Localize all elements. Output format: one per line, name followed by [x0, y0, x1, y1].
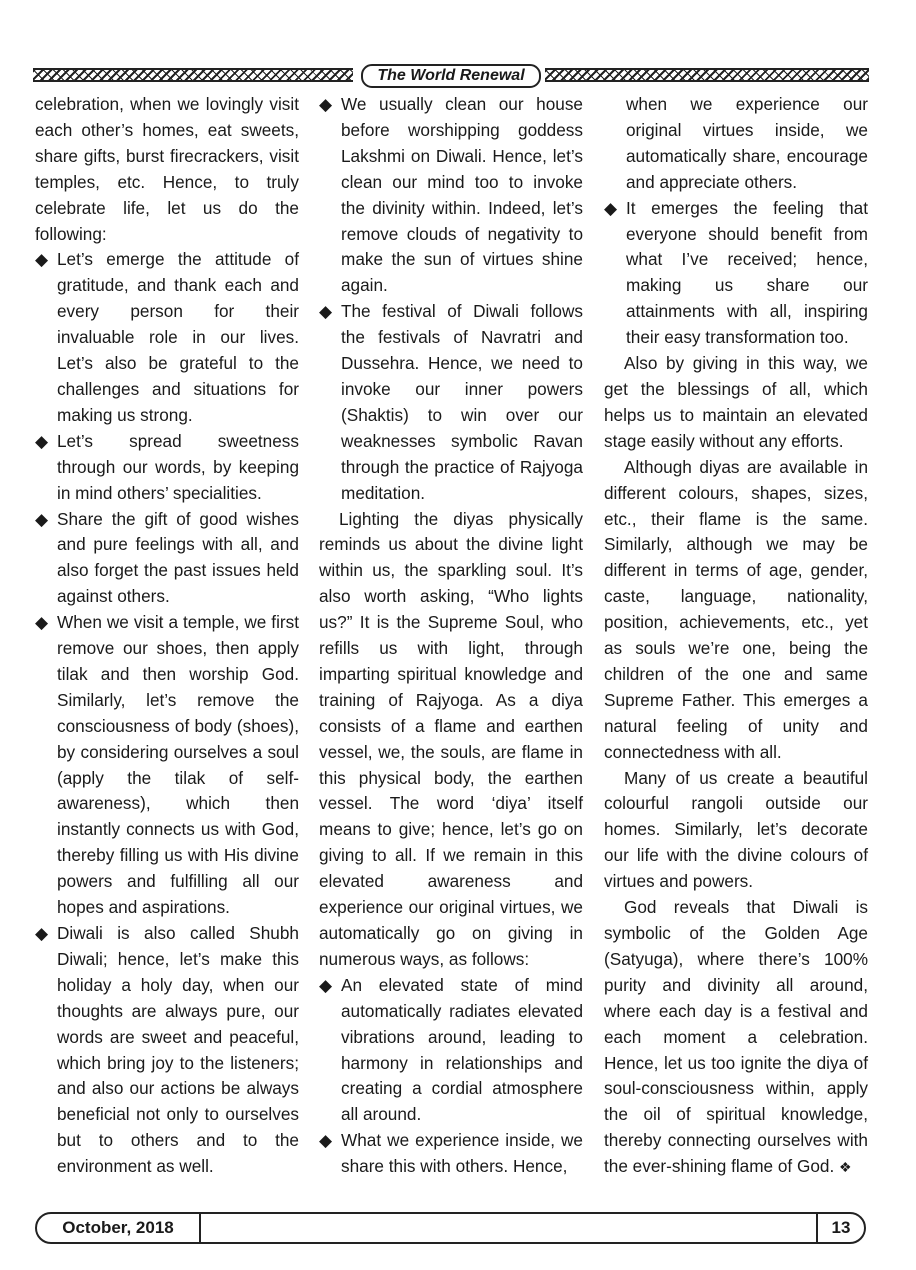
paragraph: Lighting the diyas physically reminds us about the divine light within us, the sparkling soul. It’s also worth asking, “Who lights us?” It is the Supreme Soul, who refills us with light, through imparting spiritual knowledge and training of Rajyoga. As a diya consists of a flame and earthen vessel, we, the souls, are flame in this physical body, the earthen vessel. The word ‘diya’ itself means to give; hence, let’s go on giving to all. If we remain in this elevated awareness and experience our original virtues, we automatically go on giving in numerous ways, as follows: — [319, 508, 583, 969]
bullet-icon: ◆ — [35, 249, 49, 270]
footer-bar — [35, 1212, 866, 1244]
paragraph: celebration, when we lovingly visit each other’s homes, eat sweets, share gifts, burst firecrackers, visit temples, etc. Hence, to truly celebrate life, let us do the following: — [35, 94, 299, 244]
header-ornament-left — [33, 68, 353, 82]
bullet-icon: ◆ — [319, 974, 333, 995]
bullet-icon: ◆ — [319, 1130, 333, 1151]
bullet-icon: ◆ — [35, 923, 49, 943]
issue-date: October, 2018 — [37, 1214, 201, 1242]
paragraph: when we experience our original virtues inside, we automatically share, encourage and appreciate others. — [626, 94, 868, 192]
bullet-icon: ◆ — [604, 197, 618, 218]
page-number: 13 — [816, 1214, 864, 1242]
column-3 — [604, 92, 868, 1181]
bullet-icon: ◆ — [35, 430, 49, 451]
column-2 — [319, 92, 583, 1180]
column-1 — [35, 92, 299, 1180]
bullet-item: ◆ It emerges the feeling that everyone should benefit from what I’ve received; hence, making us share our attainments with all, inspiring their easy transformation too. — [604, 197, 868, 348]
paragraph: Although diyas are available in different colours, shapes, sizes, etc., their flame is the same. Similarly, although we may be different in terms of age, gender, caste, language, nationality, position, achievements, etc., yet as souls we’re one, being the children of the one and same Supreme Father. This emerges a natural feeling of unity and connectedness with all. — [604, 456, 868, 762]
paragraph: Also by giving in this way, we get the blessings of all, which helps us to maintain an elevated stage easily without any efforts. — [604, 353, 868, 451]
bullet-item: ◆ What we experience inside, we share this with others. Hence, — [319, 1130, 583, 1177]
bullet-icon: ◆ — [319, 94, 333, 114]
paragraph: God reveals that Diwali is symbolic of the Golden Age (Satyuga), where there’s 100% purity and divinity all around, where each day is a festival and each moment a celebration. Hence, let us too ignite the diya of soul-consciousness within, apply the oil of spiritual knowledge, thereby connecting ourselves with the ever-shining flame of God. ❖ — [604, 897, 868, 1177]
header-ornament-right — [545, 68, 869, 82]
bullet-item: ◆ Share the gift of good wishes and pure feelings with all, and also forget the past issues held against others. — [35, 508, 299, 607]
bullet-item: ◆ An elevated state of mind automatically radiates elevated vibrations around, leading to harmony in relationships and creating a cordial atmosphere all around. — [319, 974, 583, 1125]
bullet-icon: ◆ — [35, 508, 49, 529]
bullet-icon: ◆ — [35, 612, 49, 633]
running-header — [33, 64, 869, 86]
bullet-item: ◆ Let’s emerge the attitude of gratitude, and thank each and every person for their invaluable role in our lives. Let’s also be grateful to the challenges and situations for making us strong. — [35, 249, 299, 425]
bullet-item: ◆ When we visit a temple, we first remove our shoes, then apply tilak and then worship God. Similarly, let’s remove the consciousness of body (shoes), by considering ourselves a soul (apply the tilak of self-awareness), which then instantly connects us with God, thereby filling us with His divine powers and fulfilling all our hopes and aspirations. — [35, 612, 299, 918]
bullet-icon: ◆ — [319, 301, 333, 322]
bullet-item: ◆ Let’s spread sweetness through our words, by keeping in mind others’ specialities. — [35, 430, 299, 503]
paragraph: Many of us create a beautiful colourful rangoli outside our homes. Similarly, let’s decorate our life with the divine colours of virtues and powers. — [604, 767, 868, 892]
bullet-item: ◆ We usually clean our house before worshipping goddess Lakshmi on Diwali. Hence, let’s clean our mind too to invoke the divinity within. Indeed, let’s remove clouds of negativity to make the sun of virtues shine again. — [319, 94, 583, 296]
magazine-title: The World Renewal — [361, 64, 541, 88]
end-ornament-icon: ❖ — [839, 1159, 852, 1176]
bullet-item: ◆ Diwali is also called Shubh Diwali; hence, let’s make this holiday a holy day, when our thoughts are always pure, our words are sweet and peaceful, which bring joy to the listeners; and also our actions be always beneficial not only to ourselves but to others and to the environment as well. — [35, 923, 299, 1177]
bullet-item: ◆ The festival of Diwali follows the festivals of Navratri and Dussehra. Hence, we need to invoke our inner powers (Shaktis) to win over our weaknesses symbolic Ravan through the practice of Rajyoga meditation. — [319, 301, 583, 503]
